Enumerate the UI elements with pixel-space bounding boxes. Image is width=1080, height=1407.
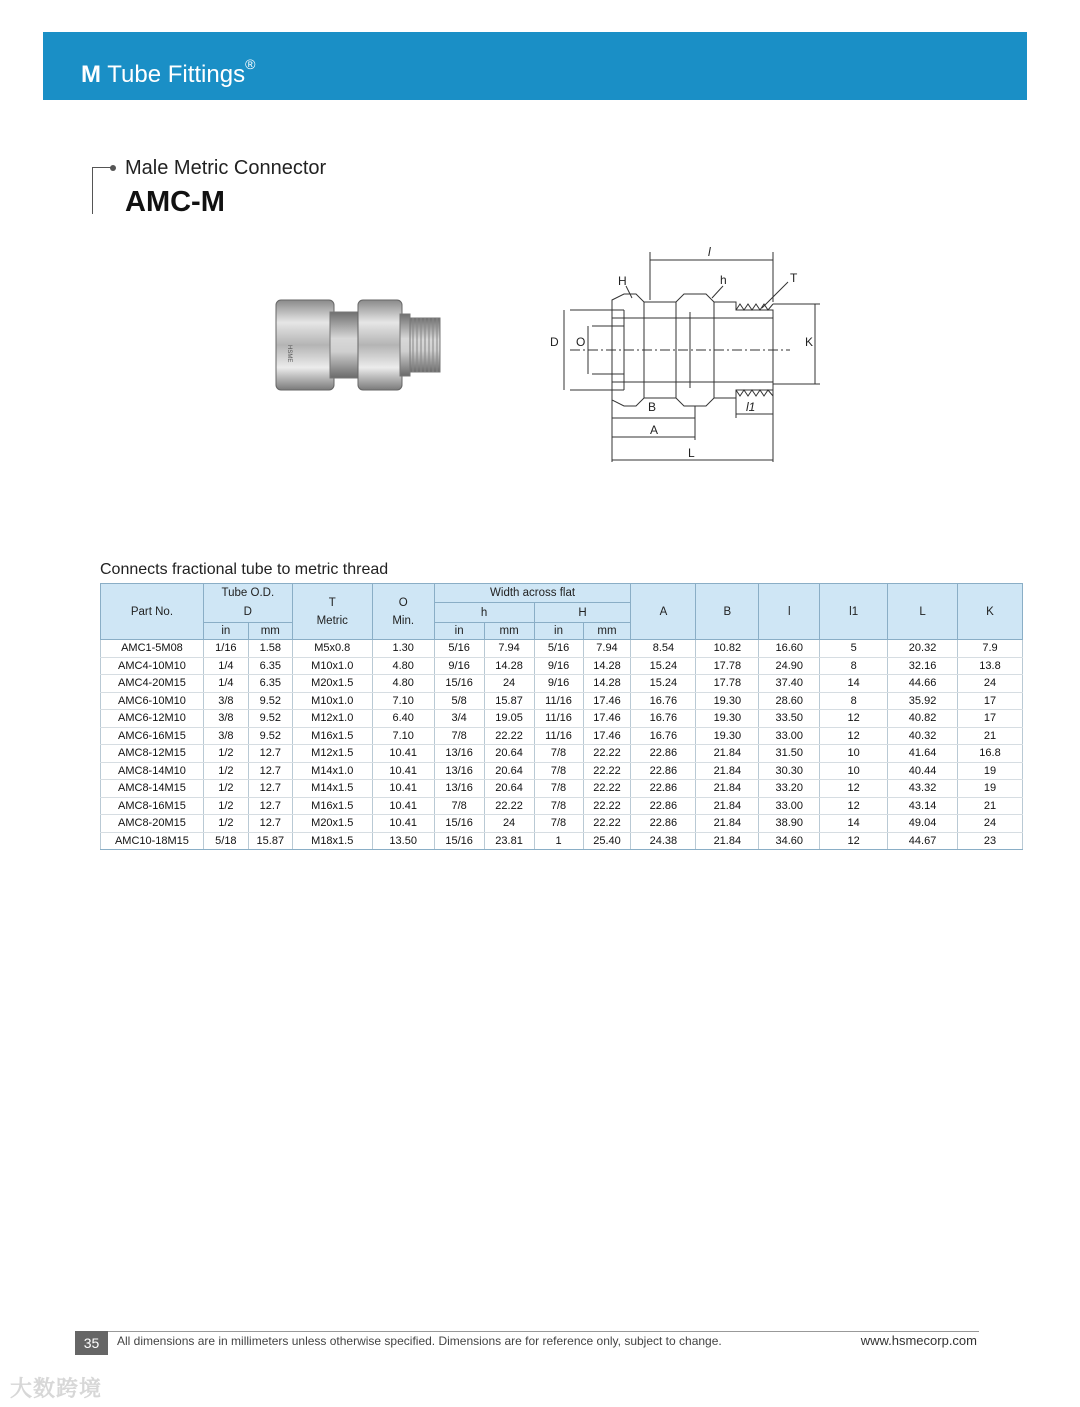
table-cell: 7/8 xyxy=(434,797,484,815)
col-header-d-mm: mm xyxy=(248,623,292,640)
table-cell: 21.84 xyxy=(696,745,759,763)
table-cell: 40.32 xyxy=(888,727,958,745)
table-cell: 33.00 xyxy=(759,727,820,745)
footer-note: All dimensions are in millimeters unless otherwise specified. Dimensions are for reference only, subject to change. xyxy=(117,1334,722,1348)
table-cell: 40.82 xyxy=(888,710,958,728)
table-cell: 22.22 xyxy=(583,780,631,798)
table-cell: 1/2 xyxy=(203,745,248,763)
table-cell: 23 xyxy=(958,832,1023,850)
table-cell: 33.20 xyxy=(759,780,820,798)
table-cell: 24 xyxy=(484,675,534,693)
table-cell: 3/8 xyxy=(203,710,248,728)
table-cell: AMC4-20M15 xyxy=(101,675,204,693)
table-cell: 14.28 xyxy=(583,675,631,693)
table-cell: 12 xyxy=(820,780,888,798)
table-cell: 12.7 xyxy=(248,815,292,833)
table-cell: 22.86 xyxy=(631,815,696,833)
table-cell: AMC4-10M10 xyxy=(101,657,204,675)
table-cell: 9.52 xyxy=(248,710,292,728)
table-cell: 13.50 xyxy=(372,832,434,850)
table-cell: 10.41 xyxy=(372,780,434,798)
dim-label-l1: l1 xyxy=(746,400,756,414)
table-cell: AMC8-20M15 xyxy=(101,815,204,833)
col-header-d-in: in xyxy=(203,623,248,640)
table-cell: 6.35 xyxy=(248,675,292,693)
table-cell: 8 xyxy=(820,657,888,675)
table-cell: 11/16 xyxy=(534,692,583,710)
table-cell: 30.30 xyxy=(759,762,820,780)
col-header-k: K xyxy=(958,584,1023,640)
table-cell: 19.30 xyxy=(696,692,759,710)
col-header-metric: Metric xyxy=(316,614,348,627)
table-row xyxy=(101,815,1023,833)
table-cell: 15.24 xyxy=(631,675,696,693)
table-cell: M5x0.8 xyxy=(292,640,372,658)
table-cell: 21.84 xyxy=(696,762,759,780)
table-cell: 12 xyxy=(820,727,888,745)
table-cell: 1/2 xyxy=(203,815,248,833)
table-cell: AMC8-14M10 xyxy=(101,762,204,780)
table-caption: Connects fractional tube to metric thread xyxy=(100,561,389,578)
table-cell: 16.76 xyxy=(631,692,696,710)
brand-letter: M xyxy=(81,61,101,88)
table-cell: 21 xyxy=(958,797,1023,815)
dim-label-O: O xyxy=(576,335,586,349)
spec-table xyxy=(100,583,1023,850)
table-cell: 41.64 xyxy=(888,745,958,763)
table-row xyxy=(101,762,1023,780)
table-cell: 44.67 xyxy=(888,832,958,850)
table-cell: 28.60 xyxy=(759,692,820,710)
table-cell: 13/16 xyxy=(434,780,484,798)
table-cell: 40.44 xyxy=(888,762,958,780)
table-cell: 6.40 xyxy=(372,710,434,728)
table-cell: 10.41 xyxy=(372,745,434,763)
footer-divider xyxy=(75,1331,979,1332)
table-cell: 4.80 xyxy=(372,657,434,675)
table-cell: 49.04 xyxy=(888,815,958,833)
col-header-width-across-flat: Width across flat xyxy=(434,584,631,603)
table-cell: 10.41 xyxy=(372,797,434,815)
table-cell: 13/16 xyxy=(434,745,484,763)
table-cell: 22.22 xyxy=(583,762,631,780)
table-cell: 14.28 xyxy=(583,657,631,675)
technical-drawing xyxy=(540,240,830,470)
table-cell: 1/16 xyxy=(203,640,248,658)
col-header-l: l xyxy=(759,584,820,640)
table-cell: 17.46 xyxy=(583,710,631,728)
section-bullet xyxy=(110,165,116,171)
table-cell: 24 xyxy=(958,675,1023,693)
table-cell: 15/16 xyxy=(434,675,484,693)
table-cell: 21.84 xyxy=(696,832,759,850)
table-row xyxy=(101,692,1023,710)
table-cell: 5 xyxy=(820,640,888,658)
table-cell: 1/2 xyxy=(203,797,248,815)
table-cell: 16.76 xyxy=(631,727,696,745)
table-cell: 10 xyxy=(820,745,888,763)
col-header-H-mm: mm xyxy=(583,623,631,640)
footer-url: www.hsmecorp.com xyxy=(860,1333,977,1348)
table-cell: 16.76 xyxy=(631,710,696,728)
table-cell: M12x1.5 xyxy=(292,745,372,763)
table-cell: 22.86 xyxy=(631,797,696,815)
table-cell: 17 xyxy=(958,710,1023,728)
col-header-o xyxy=(372,584,434,640)
table-cell: 1/4 xyxy=(203,675,248,693)
table-cell: 21.84 xyxy=(696,815,759,833)
table-cell: 11/16 xyxy=(534,710,583,728)
col-header-h-mm: mm xyxy=(484,623,534,640)
table-cell: 1 xyxy=(534,832,583,850)
header-banner xyxy=(43,32,1027,100)
table-cell: 19.05 xyxy=(484,710,534,728)
col-header-H-in: in xyxy=(534,623,583,640)
table-cell: 33.50 xyxy=(759,710,820,728)
col-header-min: Min. xyxy=(392,614,415,627)
table-cell: 22.22 xyxy=(583,815,631,833)
table-cell: 8.54 xyxy=(631,640,696,658)
table-cell: AMC6-10M10 xyxy=(101,692,204,710)
table-cell: 23.81 xyxy=(484,832,534,850)
dim-label-h: h xyxy=(720,273,727,287)
table-cell: 9/16 xyxy=(534,675,583,693)
table-cell: 43.14 xyxy=(888,797,958,815)
watermark: 大数跨境 xyxy=(10,1376,103,1401)
table-cell: 5/16 xyxy=(434,640,484,658)
table-cell: 15.87 xyxy=(248,832,292,850)
table-cell: M20x1.5 xyxy=(292,675,372,693)
table-cell: 7/8 xyxy=(434,727,484,745)
table-cell: 14 xyxy=(820,675,888,693)
dim-label-A: A xyxy=(650,423,659,437)
col-header-h-small: h xyxy=(434,603,534,623)
table-header-row xyxy=(101,584,1023,603)
col-header-o-label: O xyxy=(398,596,408,609)
table-cell: M16x1.5 xyxy=(292,727,372,745)
table-row xyxy=(101,727,1023,745)
table-cell: 17 xyxy=(958,692,1023,710)
table-cell: AMC8-12M15 xyxy=(101,745,204,763)
table-cell: 15/16 xyxy=(434,815,484,833)
page-number: 35 xyxy=(75,1331,108,1355)
table-cell: 9.52 xyxy=(248,727,292,745)
table-cell: 13/16 xyxy=(434,762,484,780)
table-row xyxy=(101,675,1023,693)
table-cell: 1/4 xyxy=(203,657,248,675)
table-row xyxy=(101,780,1023,798)
table-cell: 21 xyxy=(958,727,1023,745)
registered-mark: ® xyxy=(245,56,256,72)
table-cell: AMC6-12M10 xyxy=(101,710,204,728)
table-cell: 15.24 xyxy=(631,657,696,675)
table-cell: 12.7 xyxy=(248,797,292,815)
table-cell: 7/8 xyxy=(534,762,583,780)
table-cell: 12 xyxy=(820,797,888,815)
table-cell: 32.16 xyxy=(888,657,958,675)
dim-label-K: K xyxy=(805,335,814,349)
table-cell: 7/8 xyxy=(534,815,583,833)
table-cell: 24.38 xyxy=(631,832,696,850)
table-cell: 22.86 xyxy=(631,780,696,798)
table-cell: 31.50 xyxy=(759,745,820,763)
table-cell: 7/8 xyxy=(534,797,583,815)
table-cell: 24 xyxy=(484,815,534,833)
dim-label-T: T xyxy=(790,271,798,285)
table-cell: 15/16 xyxy=(434,832,484,850)
table-cell: 16.60 xyxy=(759,640,820,658)
table-cell: 17.78 xyxy=(696,675,759,693)
table-cell: 17.46 xyxy=(583,727,631,745)
table-cell: 44.66 xyxy=(888,675,958,693)
table-cell: 10.41 xyxy=(372,815,434,833)
table-cell: 22.22 xyxy=(484,797,534,815)
dim-label-H: H xyxy=(618,274,627,288)
table-cell: 17.78 xyxy=(696,657,759,675)
table-cell: 7.94 xyxy=(583,640,631,658)
col-header-l1: l1 xyxy=(820,584,888,640)
table-cell: 12.7 xyxy=(248,762,292,780)
thread-ridges xyxy=(410,318,440,372)
table-cell: AMC8-14M15 xyxy=(101,780,204,798)
table-cell: 22.86 xyxy=(631,745,696,763)
table-cell: M20x1.5 xyxy=(292,815,372,833)
table-cell: 8 xyxy=(820,692,888,710)
page-header-title xyxy=(81,56,256,89)
table-cell: M12x1.0 xyxy=(292,710,372,728)
table-cell: M18x1.5 xyxy=(292,832,372,850)
section-title: AMC-M xyxy=(125,186,225,218)
dim-label-L: L xyxy=(688,446,695,460)
table-cell: 20.64 xyxy=(484,745,534,763)
col-header-tube-od: Tube O.D. xyxy=(203,584,292,603)
table-cell: 22.22 xyxy=(484,727,534,745)
table-cell: 11/16 xyxy=(534,727,583,745)
table-cell: 7.10 xyxy=(372,692,434,710)
table-cell: 3/8 xyxy=(203,727,248,745)
table-cell: 38.90 xyxy=(759,815,820,833)
table-cell: 9/16 xyxy=(534,657,583,675)
table-cell: 7/8 xyxy=(534,745,583,763)
table-cell: 1/2 xyxy=(203,780,248,798)
table-cell: 1/2 xyxy=(203,762,248,780)
table-cell: 5/18 xyxy=(203,832,248,850)
table-cell: 7.94 xyxy=(484,640,534,658)
table-row xyxy=(101,710,1023,728)
table-cell: 1.58 xyxy=(248,640,292,658)
table-cell: 25.40 xyxy=(583,832,631,850)
col-header-d: D xyxy=(203,603,292,623)
dim-label-B: B xyxy=(648,400,657,414)
table-cell: 24.90 xyxy=(759,657,820,675)
table-cell: 12 xyxy=(820,832,888,850)
table-cell: 22.22 xyxy=(583,797,631,815)
table-cell: 21.84 xyxy=(696,797,759,815)
table-cell: 12 xyxy=(820,710,888,728)
table-cell: 7.10 xyxy=(372,727,434,745)
table-cell: 3/8 xyxy=(203,692,248,710)
col-header-h-in: in xyxy=(434,623,484,640)
col-header-part-no: Part No. xyxy=(101,584,204,640)
col-header-L: L xyxy=(888,584,958,640)
table-cell: 9.52 xyxy=(248,692,292,710)
col-header-t-label: T xyxy=(328,596,336,609)
table-cell: 13.8 xyxy=(958,657,1023,675)
table-cell: 20.64 xyxy=(484,762,534,780)
section-subtitle: Male Metric Connector xyxy=(125,157,327,179)
table-cell: 35.92 xyxy=(888,692,958,710)
table-cell: 5/8 xyxy=(434,692,484,710)
col-header-b: B xyxy=(696,584,759,640)
table-cell: 9/16 xyxy=(434,657,484,675)
table-cell: 1.30 xyxy=(372,640,434,658)
col-header-h-big: H xyxy=(534,603,631,623)
table-cell: 19.30 xyxy=(696,727,759,745)
col-header-a: A xyxy=(631,584,696,640)
table-cell: 17.46 xyxy=(583,692,631,710)
table-cell: 20.32 xyxy=(888,640,958,658)
table-cell: 22.86 xyxy=(631,762,696,780)
table-cell: 10.82 xyxy=(696,640,759,658)
product-photo xyxy=(270,290,445,400)
table-cell: 19 xyxy=(958,780,1023,798)
table-row xyxy=(101,832,1023,850)
dim-label-D: D xyxy=(550,335,559,349)
dim-label-l: l xyxy=(708,245,711,259)
table-cell: M14x1.5 xyxy=(292,780,372,798)
table-cell: 7/8 xyxy=(534,780,583,798)
table-cell: 37.40 xyxy=(759,675,820,693)
table-cell: AMC10-18M15 xyxy=(101,832,204,850)
table-row xyxy=(101,745,1023,763)
table-cell: 34.60 xyxy=(759,832,820,850)
col-header-t xyxy=(292,584,372,640)
table-cell: M10x1.0 xyxy=(292,657,372,675)
table-cell: 22.22 xyxy=(583,745,631,763)
table-cell: 33.00 xyxy=(759,797,820,815)
table-cell: 21.84 xyxy=(696,780,759,798)
table-cell: 19 xyxy=(958,762,1023,780)
table-cell: AMC1-5M08 xyxy=(101,640,204,658)
photo-marking: HSME xyxy=(286,345,292,363)
table-cell: 5/16 xyxy=(534,640,583,658)
table-cell: 43.32 xyxy=(888,780,958,798)
spec-table-body xyxy=(101,640,1023,850)
table-cell: 12.7 xyxy=(248,745,292,763)
header-title-text: Tube Fittings xyxy=(107,61,246,88)
table-cell: M16x1.5 xyxy=(292,797,372,815)
table-cell: M14x1.0 xyxy=(292,762,372,780)
section-bracket xyxy=(92,167,113,214)
table-cell: 14 xyxy=(820,815,888,833)
table-cell: 24 xyxy=(958,815,1023,833)
table-cell: 15.87 xyxy=(484,692,534,710)
table-cell: AMC6-16M15 xyxy=(101,727,204,745)
table-cell: 6.35 xyxy=(248,657,292,675)
table-cell: 14.28 xyxy=(484,657,534,675)
table-cell: 3/4 xyxy=(434,710,484,728)
table-row xyxy=(101,797,1023,815)
table-cell: 7.9 xyxy=(958,640,1023,658)
table-cell: 20.64 xyxy=(484,780,534,798)
table-cell: M10x1.0 xyxy=(292,692,372,710)
table-row xyxy=(101,640,1023,658)
table-cell: 10.41 xyxy=(372,762,434,780)
table-cell: 19.30 xyxy=(696,710,759,728)
table-cell: 4.80 xyxy=(372,675,434,693)
table-cell: 10 xyxy=(820,762,888,780)
table-row xyxy=(101,657,1023,675)
table-cell: 12.7 xyxy=(248,780,292,798)
table-cell: AMC8-16M15 xyxy=(101,797,204,815)
table-cell: 16.8 xyxy=(958,745,1023,763)
